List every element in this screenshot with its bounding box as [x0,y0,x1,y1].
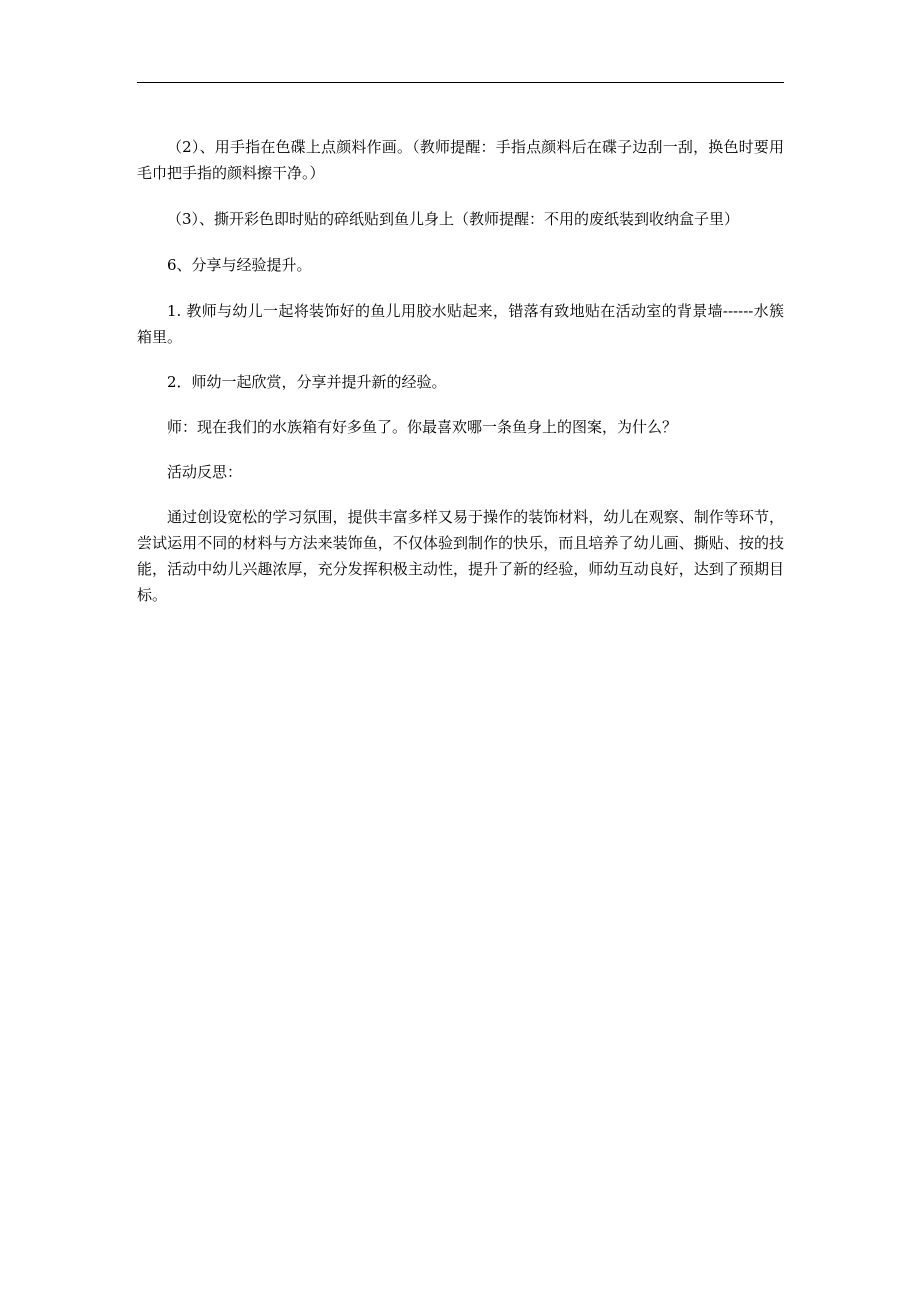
paragraph-step-2: （2）、用手指在色碟上点颜料作画。（教师提醒：手指点颜料后在碟子边刮一刮，换色时要用毛巾把手指的颜料擦干净。） [137,138,784,182]
paragraph-share-2: 2．师幼一起欣赏，分享并提升新的经验。 [167,373,447,391]
section-heading-reflection: 活动反思： [167,463,243,481]
section-heading-share: 6、分享与经验提升。 [167,256,312,274]
paragraph-teacher-question: 师：现在我们的水族箱有好多鱼了。你最喜欢哪一条鱼身上的图案，为什么？ [167,418,678,436]
document-body [137,134,784,608]
header-rule [137,82,784,83]
paragraph-share-1: 1. 教师与幼儿一起将装饰好的鱼儿用胶水贴起来，错落有致地贴在活动室的背景墙------水簇箱里。 [137,302,784,346]
paragraph-step-3: （3）、撕开彩色即时贴的碎纸贴到鱼儿身上（教师提醒：不用的废纸装到收纳盒子里） [167,210,740,228]
paragraph-reflection: 通过创设宽松的学习氛围，提供丰富多样又易于操作的装饰材料，幼儿在观察、制作等环节，尝试运用不同的材料与方法来装饰鱼，不仅体验到制作的快乐，而且培养了幼儿画、撕贴、按的技能，活动中幼儿兴趣浓厚，充分发挥积极主动性，提升了新的经验，师幼互动良好，达到了预期目标。 [137,508,784,604]
